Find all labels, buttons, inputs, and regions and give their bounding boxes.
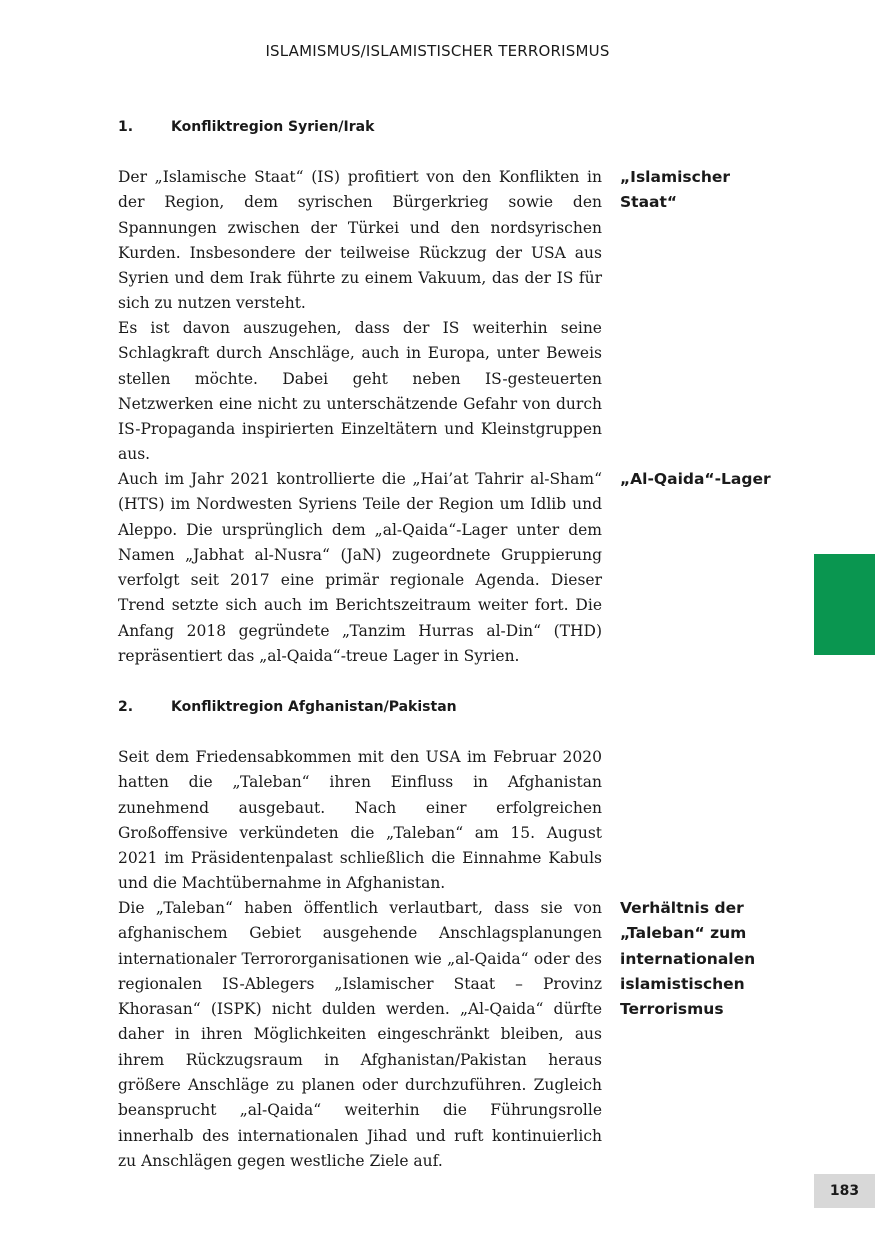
paragraph: Der „Islamische Staat“ (IS) profitiert von den Konflikten in der Region, dem syrischen Bürgerkrieg sowie den Spannungen zwischen der Türkei und den nordsyrischen Kurden. Insbesondere der teilweise Rückzug der USA aus Syrien und dem Irak führte zu einem Vakuum, das der IS für sich zu nutzen versteht.	[118, 168, 602, 313]
margin-note-al-qaida-lager: „Al-Qaida“-Lager	[620, 470, 771, 488]
chapter-tab	[814, 554, 875, 655]
section-title: Konfliktregion Afghanistan/Pakistan	[171, 699, 457, 715]
paragraph: Es ist davon auszugehen, dass der IS weiterhin seine Schlagkraft durch Anschläge, auch in Europa, unter Beweis stellen möchte. Dabei geht neben IS-gesteuerten Netzwerken eine nicht zu unterschätzende Gefahr von durch IS-Propaganda inspirierten Einzeltätern und Kleinstgruppen aus.	[118, 319, 602, 464]
page-number: 183	[814, 1174, 875, 1208]
margin-note-islamischer-staat: „Islamischer Staat“	[620, 168, 731, 212]
paragraph: Auch im Jahr 2021 kontrollierte die „Hai’at Tahrir al-Sham“ (HTS) im Nordwesten Syriens Teile der Region um Idlib und Aleppo. Die ursprünglich dem „al-Qaida“-Lager unter dem Namen „Jabhat al-Nusra“ (JaN) zugeordnete Gruppierung verfolgt seit 2017 eine primär regionale Agenda. Dieser Trend setzte sich auch im Berichtszeitraum weiter fort. Die Anfang 2018 gegründete „Tanzim Hurras al-Din“ (THD) repräsentiert das „al-Qaida“-treue Lager in Syrien.	[118, 470, 602, 666]
section-number: 1.	[118, 119, 134, 135]
running-header: ISLAMISMUS/ISLAMISTISCHER TERRORISMUS	[265, 42, 610, 60]
section-number: 2.	[118, 699, 134, 715]
section-heading-1	[118, 119, 374, 135]
section-title: Konfliktregion Syrien/Irak	[171, 119, 375, 135]
paragraph: Die „Taleban“ haben öffentlich verlautbart, dass sie von afghanischem Gebiet ausgehende Anschlagsplanungen internationaler Terrororganisationen wie „al-Qaida“ oder des regionalen IS-Ablegers „Islamischer Staat – Provinz Khorasan“ (ISPK) nicht dulden werden. „Al-Qaida“ dürfte daher in ihren Möglichkeiten eingeschränkt bleiben, aus ihrem Rückzugsraum in Afghanistan/Pakistan heraus größere Anschläge zu planen oder durchzuführen. Zugleich beansprucht „al-Qaida“ weiterhin die Führungsrolle innerhalb des internationalen Jihad und ruft kontinuierlich zu Anschlägen gegen westliche Ziele auf.	[118, 899, 602, 1170]
margin-note-taleban-terrorismus: Verhältnis der „Taleban“ zum internationalen islamistischen Terrorismus	[620, 899, 756, 1019]
section-heading-2	[118, 699, 457, 715]
paragraph: Seit dem Friedensabkommen mit den USA im Februar 2020 hatten die „Taleban“ ihren Einfluss in Afghanistan zunehmend ausgebaut. Nach einer erfolgreichen Großoffensive verkündeten die „Taleban“ am 15. August 2021 im Präsidentenpalast schließlich die Einnahme Kabuls und die Machtübernahme in Afghanistan.	[118, 748, 602, 893]
